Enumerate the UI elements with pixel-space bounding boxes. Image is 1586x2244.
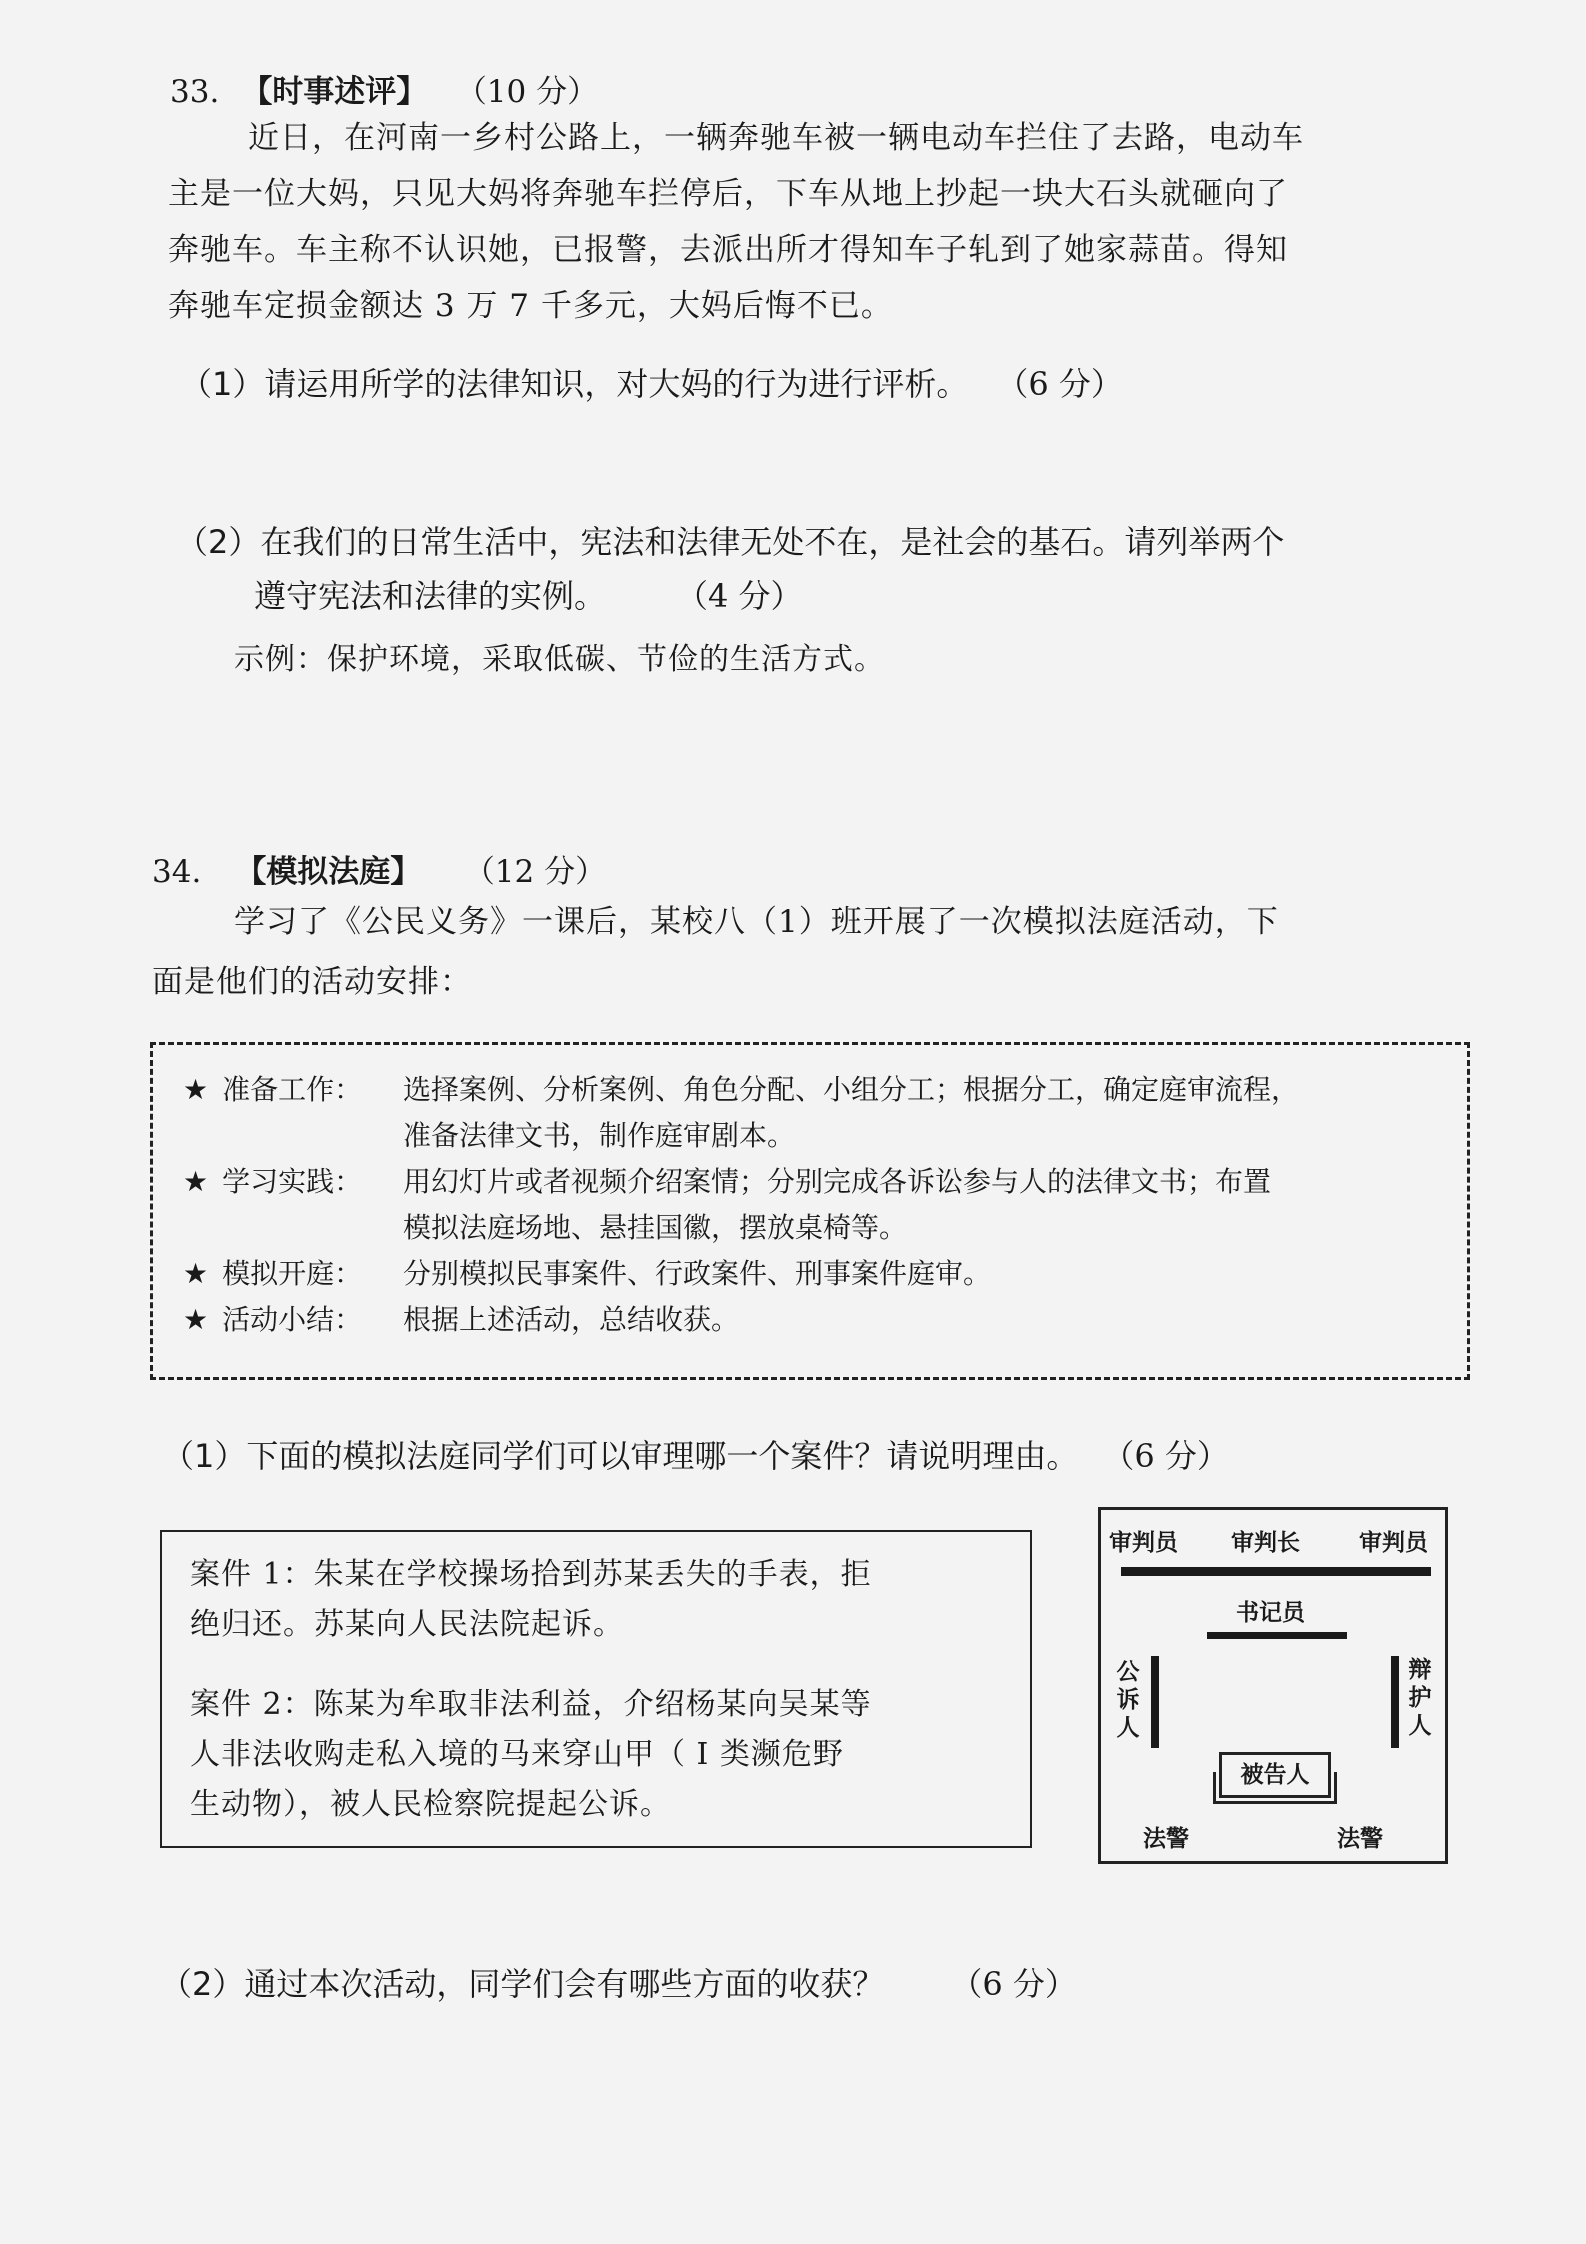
q34-sub2 [160, 1960, 1077, 2008]
plan-item-title: 准备工作： [222, 1073, 363, 1106]
prosecutor-label: 公诉人 [1116, 1659, 1140, 1741]
q34-points: （12 分） [479, 854, 607, 890]
q34-section-title: 【模拟法庭】 [235, 854, 422, 890]
clerk-desk [1207, 1632, 1347, 1639]
judge-left-label: 审判员 [1109, 1530, 1178, 1556]
q34-number: 34. [152, 854, 202, 890]
plan-item-text: 根据上述活动，总结收获。 [403, 1303, 740, 1336]
q34-sub1-points: （6 分） [1118, 1437, 1229, 1475]
plan-item-trial [183, 1251, 372, 1297]
case-2-line-3: 生动物），被人民检察院提起公诉。 [190, 1787, 671, 1822]
q34-para-line-1: 学习了《公民义务》一课后，某校八（1）班开展了一次模拟法庭活动，下 [234, 904, 1279, 940]
q33-section-title: 【时事述评】 [241, 74, 428, 110]
plan-item-title: 学习实践： [222, 1165, 363, 1198]
plan-item-text: 分别模拟民事案件、行政案件、刑事案件庭审。 [403, 1257, 992, 1290]
plan-item-practice [183, 1159, 372, 1205]
plan-item-prepare [183, 1067, 372, 1113]
plan-item-title: 活动小结： [222, 1303, 363, 1336]
case-2-line-1: 案件 2：陈某为牟取非法利益，介绍杨某向吴某等 [190, 1687, 872, 1722]
judge-right-label: 审判员 [1359, 1530, 1428, 1556]
q33-sub2-line2 [254, 572, 803, 620]
q33-para-line-2: 主是一位大妈，只见大妈将奔驰车拦停后，下车从地上抄起一块大石头就砸向了 [168, 176, 1288, 212]
defendant-label: 被告人 [1219, 1752, 1331, 1798]
q33-sub2-points: （4 分） [692, 577, 803, 615]
plan-item-summary [183, 1297, 372, 1343]
chief-judge-label: 审判长 [1231, 1530, 1300, 1556]
star-icon: ★ [183, 1073, 209, 1106]
q33-sub1-points: （6 分） [1012, 365, 1123, 403]
case-1-line-2: 绝归还。苏某向人民法院起诉。 [190, 1607, 624, 1642]
plan-item-text: 用幻灯片或者视频介绍案情；分别完成各诉讼参与人的法律文书；布置 [403, 1165, 1272, 1198]
q33-para-line-1: 近日，在河南一乡村公路上，一辆奔驰车被一辆电动车拦住了去路，电动车 [248, 120, 1304, 156]
defender-desk [1391, 1656, 1399, 1748]
q33-sub1 [180, 360, 1123, 408]
clerk-label: 书记员 [1236, 1600, 1305, 1626]
q33-para-line-3: 奔驰车。车主称不认识她，已报警，去派出所才得知车子轧到了她家蒜苗。得知 [168, 232, 1288, 268]
cases-box [160, 1530, 1032, 1848]
star-icon: ★ [183, 1257, 209, 1290]
q33-sub2-line1: （2）在我们的日常生活中，宪法和法律无处不在，是社会的基石。请列举两个 [176, 523, 1285, 561]
q34-sub2-points: （6 分） [950, 1965, 1077, 2003]
case-2-line-2: 人非法收购走私入境的马来穿山甲（ Ⅰ 类濒危野 [190, 1737, 844, 1772]
plan-item-text: 模拟法庭场地、悬挂国徽，摆放桌椅等。 [403, 1211, 908, 1244]
activity-plan-box [150, 1042, 1470, 1380]
plan-item-title: 模拟开庭： [222, 1257, 363, 1290]
q34-sub1-label: （1）下面的模拟法庭同学们可以审理哪一个案件？请说明理由。 [162, 1437, 1079, 1475]
case-1-line-1: 案件 1：朱某在学校操场拾到苏某丢失的手表，拒 [190, 1557, 872, 1592]
q34-para-line-2: 面是他们的活动安排： [152, 964, 472, 1000]
q33-points: （10 分） [471, 74, 599, 110]
courtroom-diagram [1098, 1507, 1448, 1864]
q33-number: 33. [170, 74, 220, 110]
q33-sub2-line2-text: 遵守宪法和法律的实例。 [254, 577, 607, 615]
star-icon: ★ [183, 1165, 209, 1198]
defender-label: 辩护人 [1408, 1657, 1432, 1739]
q33-para-line-4: 奔驰车定损金额达 3 万 7 千多元，大妈后悔不已。 [168, 288, 893, 324]
bailiff-right-label: 法警 [1337, 1826, 1383, 1852]
judges-bench [1121, 1567, 1431, 1576]
q34-sub1 [162, 1432, 1229, 1480]
bailiff-left-label: 法警 [1143, 1826, 1189, 1852]
plan-item-text: 准备法律文书，制作庭审剧本。 [403, 1119, 796, 1152]
q34-sub2-label: （2）通过本次活动，同学们会有哪些方面的收获？ [160, 1965, 885, 2003]
plan-item-text: 选择案例、分析案例、角色分配、小组分工；根据分工，确定庭审流程， [403, 1073, 1300, 1106]
q33-sub2-example: 示例：保护环境，采取低碳、节俭的生活方式。 [234, 642, 885, 677]
star-icon: ★ [183, 1303, 209, 1336]
q33-sub1-label: （1）请运用所学的法律知识，对大妈的行为进行评析。 [180, 365, 969, 403]
prosecutor-desk [1151, 1656, 1159, 1748]
q34-heading [152, 848, 606, 896]
